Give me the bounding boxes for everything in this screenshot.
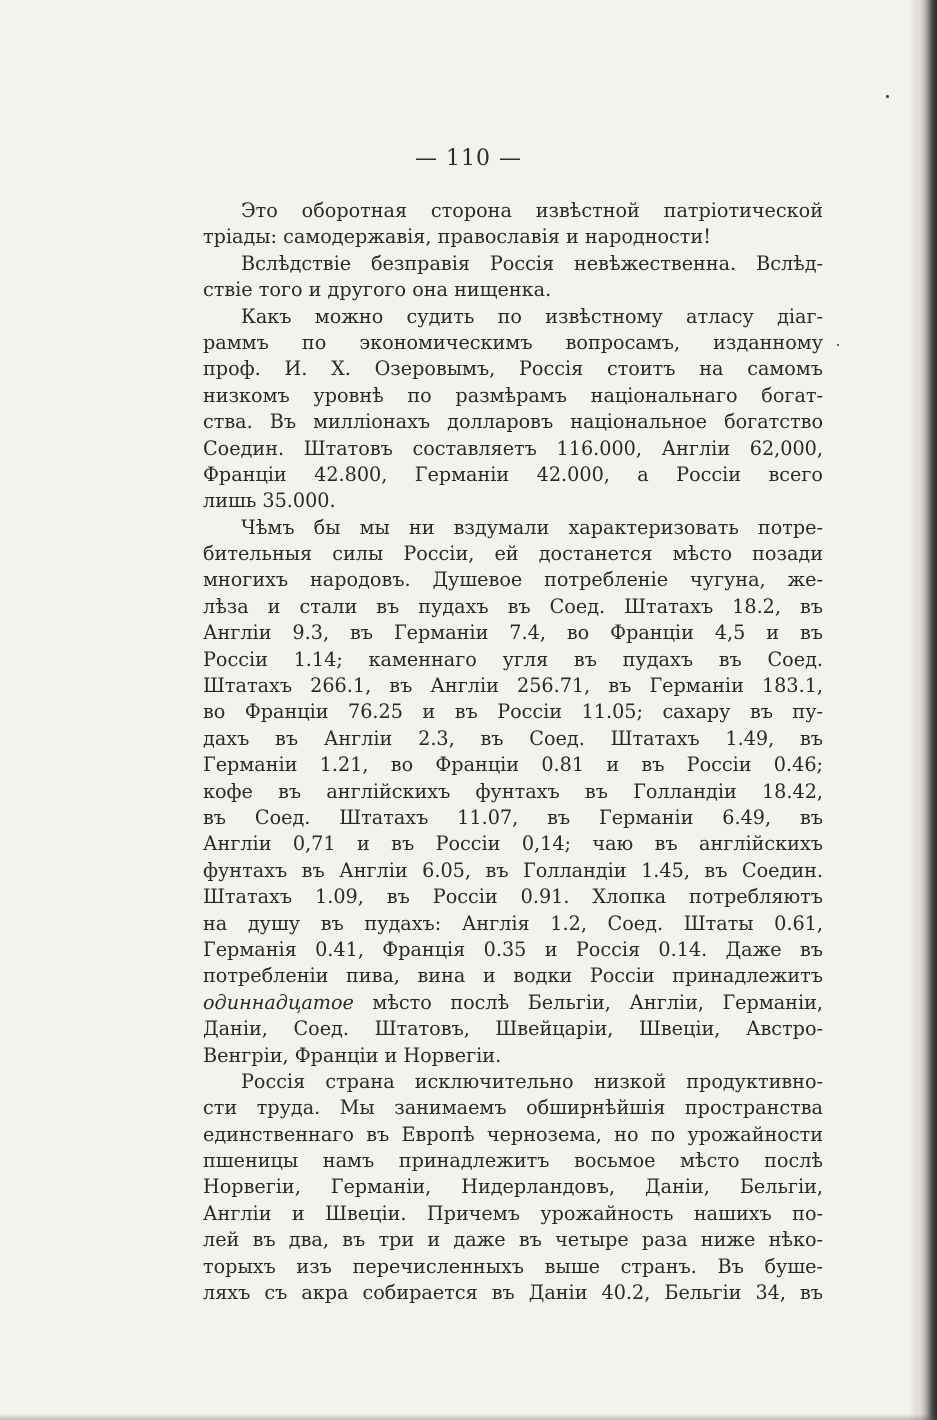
text-line: ствіе того и другого она нищенка. bbox=[203, 278, 552, 302]
text-line: многихъ народовъ. Душевое потребленіе чугуна, же- bbox=[203, 568, 823, 592]
page-number: — 110 — bbox=[415, 146, 522, 171]
text-line: Штатахъ 266.1, въ Англіи 256.71, въ Германіи 183.1, bbox=[203, 674, 823, 698]
text-line: Англіи и Швеціи. Причемъ урожайность нашихъ по- bbox=[203, 1201, 823, 1225]
text-line: Англіи 0,71 и въ Россіи 0,14; чаю въ англійскихъ bbox=[203, 832, 823, 856]
text-line: Штатахъ 1.09, въ Россіи 0.91. Хлопка потребляютъ bbox=[203, 885, 823, 909]
body-text bbox=[203, 198, 823, 1306]
text-line: кофе въ англійскихъ фунтахъ въ Голландіи 18.42, bbox=[203, 779, 823, 803]
text-line: Россіи 1.14; каменнаго угля въ пудахъ въ Соед. bbox=[203, 647, 823, 671]
text-line: Даніи, Соед. Штатовъ, Швейцаріи, Швеціи, Австро- bbox=[203, 1017, 823, 1041]
text-line: бительныя силы Россіи, ей достанется мѣсто позади bbox=[203, 542, 823, 566]
text-line: ства. Въ милліонахъ долларовъ національное богатство bbox=[203, 410, 823, 434]
text-line: Германія 0.41, Франція 0.35 и Россія 0.14. Даже въ bbox=[203, 937, 823, 961]
text-line: въ Соед. Штатахъ 11.07, въ Германіи 6.49, въ bbox=[203, 805, 823, 829]
text-line: Какъ можно судить по извѣстному атласу діаг- bbox=[241, 304, 823, 328]
paragraph bbox=[203, 304, 823, 515]
text-line: сти труда. Мы занимаемъ обширнѣйшія пространства bbox=[203, 1096, 823, 1120]
text-line: Венгріи, Франціи и Норвегіи. bbox=[203, 1043, 502, 1067]
text-line: Вслѣдствіе безправія Россія невѣжественна. Вслѣд- bbox=[241, 251, 823, 275]
text-line: лѣза и стали въ пудахъ въ Соед. Штатахъ 18.2, въ bbox=[203, 594, 823, 618]
text-line: Соедин. Штатовъ составляетъ 116.000, Англіи 62,000, bbox=[203, 436, 823, 460]
text-line-with-italic bbox=[203, 990, 823, 1016]
text-line: Россія страна исключительно низкой продуктивно- bbox=[241, 1069, 823, 1093]
scan-speck bbox=[886, 95, 889, 98]
text-line: Это оборотная сторона извѣстной патріотической bbox=[241, 199, 823, 222]
text-line: низкомъ уровнѣ по размѣрамъ національнаго богат- bbox=[203, 383, 823, 407]
text-line: единственнаго въ Европѣ чернозема, но по урожайности bbox=[203, 1122, 823, 1146]
text-line: проф. И. Х. Озеровымъ, Россія стоитъ на самомъ bbox=[203, 357, 823, 381]
text-line: Чѣмъ бы мы ни вздумали характеризовать потре- bbox=[241, 515, 823, 539]
page-bottom-shadow bbox=[0, 1414, 937, 1420]
italic-word: одиннадцатое bbox=[203, 990, 354, 1014]
text-line: раммъ по экономическимъ вопросамъ, изданному bbox=[203, 330, 823, 354]
text-line: лей въ два, въ три и даже въ четыре раза ниже нѣко- bbox=[203, 1228, 823, 1252]
paragraph bbox=[203, 251, 823, 304]
page-edge-shadow bbox=[909, 0, 919, 1420]
scan-speck bbox=[837, 344, 839, 346]
text-line: Норвегіи, Германіи, Нидерландовъ, Даніи, Бельгіи, bbox=[203, 1175, 823, 1199]
text-line: потребленіи пива, вина и водки Россіи принадлежитъ bbox=[203, 964, 823, 988]
text-line: пшеницы намъ принадлежитъ восьмое мѣсто послѣ bbox=[203, 1149, 823, 1173]
text-line-rest: мѣсто послѣ Бельгіи, Англіи, Германіи, bbox=[353, 990, 823, 1014]
paragraph bbox=[203, 1069, 823, 1307]
text-line: лишь 35.000. bbox=[203, 489, 336, 513]
book-spine-edge bbox=[919, 0, 937, 1420]
text-line: Англіи 9.3, въ Германіи 7.4, во Франціи 4,5 и въ bbox=[203, 621, 823, 645]
paragraph bbox=[203, 515, 823, 1069]
text-line: ляхъ съ акра собирается въ Даніи 40.2, Бельгіи 34, въ bbox=[203, 1281, 823, 1305]
text-line: фунтахъ въ Англіи 6.05, въ Голландіи 1.45, въ Соедин. bbox=[203, 858, 823, 882]
text-line: на душу въ пудахъ: Англія 1.2, Соед. Штаты 0.61, bbox=[203, 911, 823, 935]
text-line: во Франціи 76.25 и въ Россіи 11.05; сахару въ пу- bbox=[203, 700, 823, 724]
text-line: торыхъ изъ перечисленныхъ выше странъ. Въ буше- bbox=[203, 1254, 823, 1278]
text-line: тріады: самодержавія, православія и народности! bbox=[203, 225, 711, 249]
paragraph bbox=[203, 198, 823, 251]
text-line: дахъ въ Англіи 2.3, въ Соед. Штатахъ 1.49, въ bbox=[203, 726, 823, 750]
text-line: Германіи 1.21, во Франціи 0.81 и въ Россіи 0.46; bbox=[203, 753, 823, 777]
text-line: Франціи 42.800, Германіи 42.000, а Россіи всего bbox=[203, 462, 823, 486]
